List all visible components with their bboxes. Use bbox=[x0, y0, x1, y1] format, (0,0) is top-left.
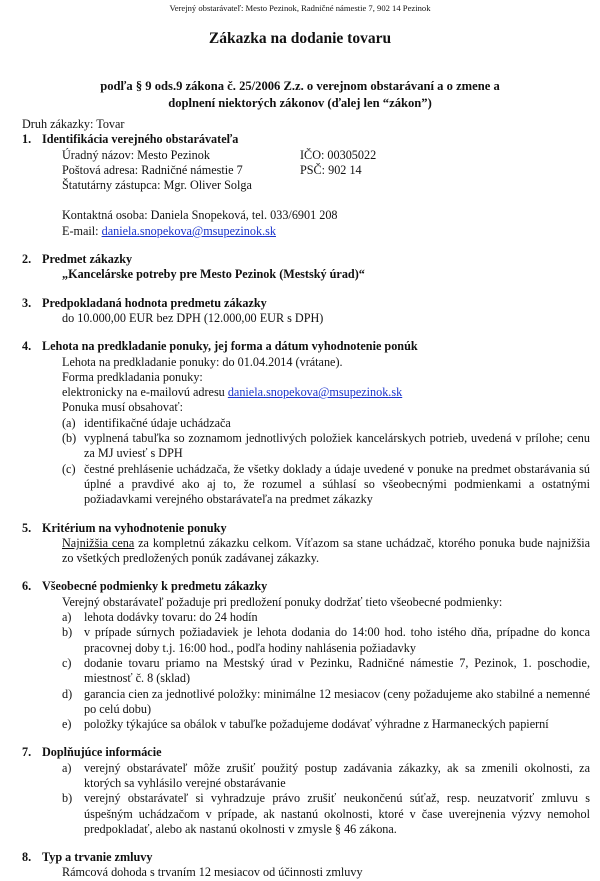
criterion-rest: za kompletnú zákazku celkom. Víťazom sa stane uchádzač, ktorého ponuka bude najnižšia zo všetkých predložených ponúk zadávanej zákazky. bbox=[62, 535, 590, 566]
item-text: identifikačné údaje uchádzača bbox=[84, 415, 231, 430]
item-marker: (b) bbox=[62, 431, 77, 446]
list-item bbox=[62, 416, 590, 431]
submission-form: Forma predkladania ponuky: bbox=[62, 369, 203, 384]
deadline: Lehota na predkladanie ponuky: do 01.04.2014 (vrátane). bbox=[62, 354, 343, 369]
electronic-submission bbox=[62, 385, 590, 400]
spacer bbox=[62, 193, 590, 208]
criterion-underlined: Najnižšia cena bbox=[62, 535, 135, 550]
electronic-text: elektronicky na e-mailovú adresu bbox=[62, 385, 228, 400]
section-number: 1. bbox=[22, 132, 32, 147]
item-text: garancia cien za jednotlivé položky: minimálne 12 mesiacov (ceny požadujeme ako stabilné a nemenné po celú dobu) bbox=[84, 686, 590, 716]
list-item bbox=[62, 761, 590, 792]
section-heading bbox=[22, 132, 590, 147]
list-item bbox=[62, 610, 590, 625]
contact-person: Kontaktná osoba: Daniela Snopeková, tel. 033/6901 208 bbox=[62, 208, 338, 223]
offer-content-intro: Ponuka musí obsahovať: bbox=[62, 400, 183, 415]
section-title: Predmet zákazky bbox=[42, 252, 133, 267]
section-number: 2. bbox=[22, 252, 32, 267]
contract-type-text: Rámcová dohoda s trvaním 12 mesiacov od účinnosti zmluvy bbox=[62, 865, 363, 880]
section-4 bbox=[22, 339, 590, 507]
email-link[interactable]: daniela.snopekova@msupezinok.sk bbox=[227, 385, 403, 400]
section-heading bbox=[22, 521, 590, 536]
item-marker: (a) bbox=[62, 415, 76, 430]
item-text: dodanie tovaru priamo na Mestský úrad v Pezinku, Radničné námestie 7, Pezinok, 1. poschodie, miestnosť č. 8 (sklad) bbox=[84, 655, 590, 686]
section-8 bbox=[22, 850, 590, 881]
conditions-intro: Verejný obstarávateľ požaduje pri predložení ponuky dodržať tieto všeobecné podmienky: bbox=[62, 594, 503, 609]
item-marker: a) bbox=[62, 760, 72, 775]
info-row bbox=[62, 148, 590, 163]
item-marker: e) bbox=[62, 717, 72, 732]
estimated-value: do 10.000,00 EUR bez DPH (12.000,00 EUR s DPH) bbox=[62, 310, 324, 325]
postal-address: Poštová adresa: Radničné námestie 7 bbox=[62, 162, 243, 177]
subject-text: „Kancelárske potreby pre Mesto Pezinok (Mestský úrad)“ bbox=[62, 267, 365, 282]
item-text: v prípade súrnych požiadaviek je lehota dodania do 14:00 hod. toho istého dňa, prípadne do konca pracovnej doby t.j. 16:00 hod., podľa hodiny nahlásenia požiadavky bbox=[84, 625, 590, 655]
criterion-text bbox=[62, 536, 590, 567]
section-5 bbox=[22, 521, 590, 567]
list-item bbox=[62, 717, 590, 732]
list-item bbox=[62, 462, 590, 508]
section-1 bbox=[22, 132, 590, 239]
section-number: 5. bbox=[22, 520, 32, 535]
section-heading bbox=[22, 252, 590, 267]
item-marker: d) bbox=[62, 686, 73, 701]
info-row bbox=[62, 163, 590, 178]
section-7 bbox=[22, 745, 590, 837]
official-name: Úradný názov: Mesto Pezinok bbox=[62, 147, 210, 162]
item-text: verejný obstarávateľ môže zrušiť použitý postup zadávania zákazky, ak sa zmenili okolnosti, za ktorých sa vyhlásilo verejné obstarávanie bbox=[84, 760, 590, 790]
psc: PSČ: 902 14 bbox=[300, 162, 362, 177]
item-text: lehota dodávky tovaru: do 24 hodín bbox=[84, 610, 258, 625]
list-item bbox=[62, 431, 590, 462]
section-heading bbox=[22, 339, 590, 354]
section-number: 8. bbox=[22, 850, 32, 865]
item-text: čestné prehlásenie uchádzača, že všetky doklady a údaje uvedené v ponuke na predmet obstarávania sú úplné a pravdivé ako aj to, že rozumel a súhlasí so všeobecnými podmienkami a ostatnými požiadavkami verejného obstarávateľa na predmet zákazky bbox=[84, 461, 590, 507]
section-2 bbox=[22, 252, 590, 283]
item-text: vyplnená tabuľka so zoznamom jednotlivých položiek kancelárskych potrieb, uvedená v prílohe; cenu za MJ uviesť s DPH bbox=[84, 431, 590, 461]
item-marker: c) bbox=[62, 655, 72, 670]
item-marker: b) bbox=[62, 791, 73, 806]
ico: IČO: 00305022 bbox=[300, 147, 377, 162]
item-marker: (c) bbox=[62, 461, 76, 476]
section-3 bbox=[22, 296, 590, 327]
list-item bbox=[62, 791, 590, 837]
section-title: Predpokladaná hodnota predmetu zákazky bbox=[42, 295, 267, 310]
item-marker: a) bbox=[62, 610, 72, 625]
list-item bbox=[62, 625, 590, 656]
email-line bbox=[62, 224, 590, 239]
list-item bbox=[62, 656, 590, 687]
section-title: Identifikácia verejného obstarávateľa bbox=[42, 132, 239, 147]
section-number: 4. bbox=[22, 339, 32, 354]
section-number: 6. bbox=[22, 579, 32, 594]
document-subtitle: podľa § 9 ods.9 zákona č. 25/2006 Z.z. o verejnom obstarávaní a o zmene a doplnení niektorých zákonov (ďalej len “zákon”) bbox=[100, 79, 500, 110]
section-title: Typ a trvanie zmluvy bbox=[42, 850, 153, 865]
section-heading bbox=[22, 579, 590, 594]
section-heading bbox=[22, 745, 590, 760]
section-content bbox=[62, 148, 590, 239]
section-number: 7. bbox=[22, 745, 32, 760]
item-text: položky týkajúce sa obálok v tabuľke požadujeme dodávať výhradne z Harmaneckých papierní bbox=[84, 717, 549, 732]
item-text: verejný obstarávateľ si vyhradzuje právo zrušiť neukončenú súťaž, resp. neuzatvoriť zmluvu s úspešným uchádzačom v prípade, ak nastanú okolnosti, ktoré v čase uverejnenia výzvy nemohol predpokladať, alebo ak nastanú okolnosti v zmysle § 46 zákona. bbox=[84, 791, 590, 836]
document-title: Zákazka na dodanie tovaru bbox=[208, 30, 392, 47]
item-marker: b) bbox=[62, 625, 73, 640]
section-number: 3. bbox=[22, 295, 32, 310]
section-title: Doplňujúce informácie bbox=[42, 745, 162, 760]
email-link[interactable]: daniela.snopekova@msupezinok.sk bbox=[101, 223, 276, 238]
list-item bbox=[62, 687, 590, 718]
email-label: E-mail: bbox=[62, 223, 102, 238]
document-body bbox=[22, 117, 590, 881]
section-heading bbox=[22, 850, 590, 865]
section-6 bbox=[22, 579, 590, 732]
statutory-representative: Štatutárny zástupca: Mgr. Oliver Solga bbox=[62, 178, 252, 193]
section-title: Všeobecné podmienky k predmetu zákazky bbox=[42, 579, 268, 594]
section-heading bbox=[22, 296, 590, 311]
contract-type: Druh zákazky: Tovar bbox=[22, 117, 125, 131]
page-header: Verejný obstarávateľ: Mesto Pezinok, Radničné námestie 7, 902 14 Pezinok bbox=[169, 3, 431, 13]
section-title: Lehota na predkladanie ponuky, jej forma a dátum vyhodnotenie ponúk bbox=[42, 339, 418, 354]
section-title: Kritérium na vyhodnotenie ponuky bbox=[42, 520, 227, 535]
